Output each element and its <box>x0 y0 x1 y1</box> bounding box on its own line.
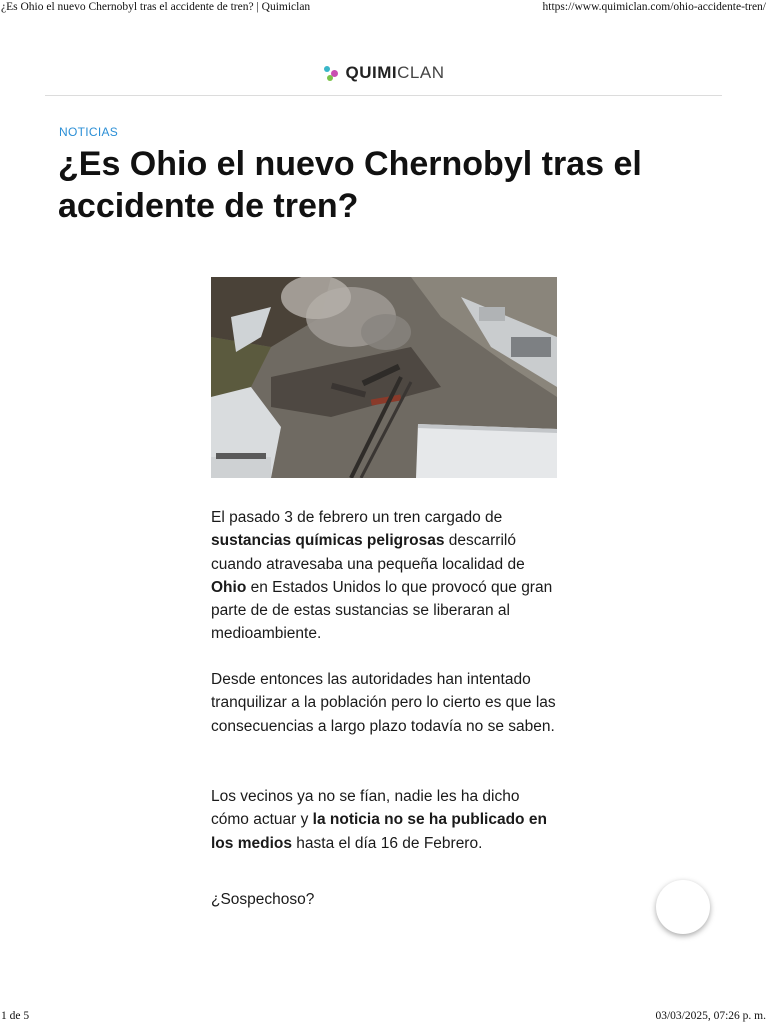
print-datetime: 03/03/2025, 07:26 p. m. <box>655 1010 766 1022</box>
article-title: ¿Es Ohio el nuevo Chernobyl tras el accidente de tren? <box>58 145 642 225</box>
logo-wordmark <box>346 63 445 83</box>
paragraph-bold-text: sustancias químicas peligrosas <box>211 532 445 550</box>
paragraph-text: ¿Sospechoso? <box>211 891 315 908</box>
logo-text-bold: QUIMI <box>345 63 398 82</box>
paragraph-text: descarriló cuando atravesaba una pequeña localidad de <box>211 532 525 573</box>
print-header <box>0 0 768 16</box>
paragraph-text: Desde entonces las autoridades han intentado tranquilizar a la población pero lo cierto es que las consecuencias a largo plazo todavía no se saben. <box>211 671 556 735</box>
article-paragraph <box>211 888 561 911</box>
paragraph-text: en Estados Unidos lo que provocó que gran parte de de estas sustancias se liberaran al medioambiente. <box>211 578 553 643</box>
site-header <box>0 60 768 86</box>
paragraph-text: hasta el día 16 de Febrero. <box>291 834 483 852</box>
paragraph-text: Los vecinos ya no se fían, nadie les ha dicho cómo actuar y <box>211 788 520 829</box>
logo-text-light: CLAN <box>397 63 445 82</box>
header-divider <box>45 95 722 96</box>
print-url: https://www.quimiclan.com/ohio-accidente-tren/ <box>542 1 766 13</box>
hero-image <box>211 277 557 478</box>
article-paragraph <box>211 668 561 738</box>
floating-action-button[interactable] <box>656 880 710 934</box>
article-paragraph <box>211 785 561 855</box>
print-footer <box>0 1008 768 1024</box>
site-logo[interactable] <box>324 63 445 83</box>
paragraph-text: El pasado 3 de febrero un tren cargado de <box>211 509 503 526</box>
page-counter: 1 de 5 <box>1 1010 30 1022</box>
paragraph-bold-text: la noticia no se ha publicado en los medios <box>211 811 547 852</box>
category-link[interactable]: NOTICIAS <box>59 125 119 139</box>
print-page-title: ¿Es Ohio el nuevo Chernobyl tras el accidente de tren? | Quimiclan <box>1 1 311 13</box>
article-paragraph <box>211 506 561 646</box>
paragraph-bold-text: Ohio <box>211 578 247 596</box>
molecule-logo-icon <box>324 64 342 82</box>
